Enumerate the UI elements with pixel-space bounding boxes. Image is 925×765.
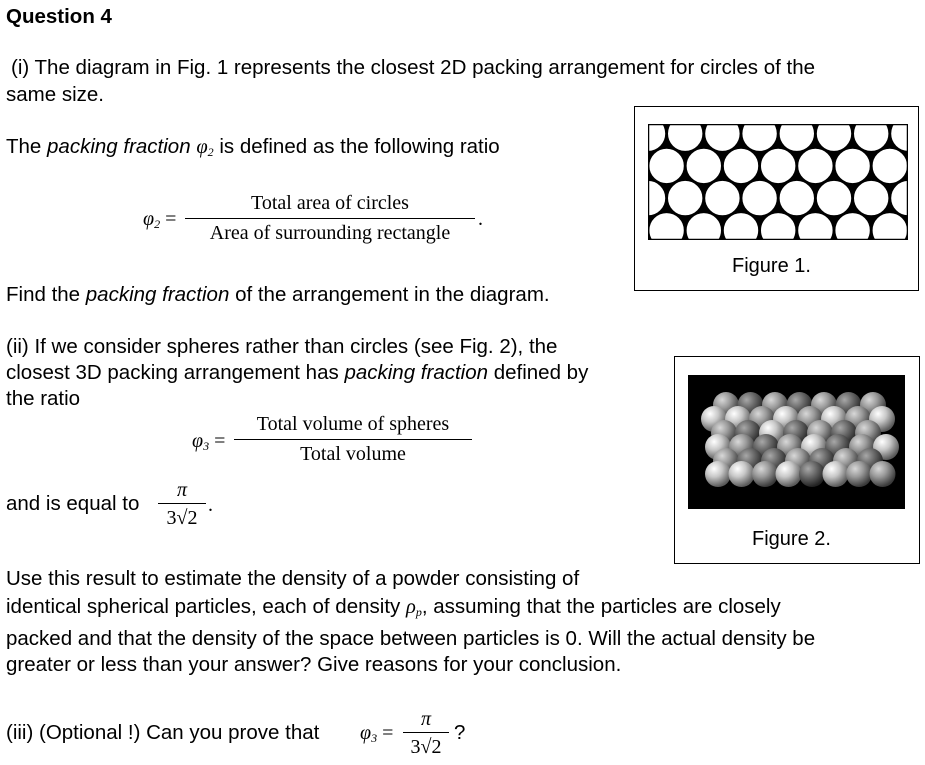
packed-sphere [823,461,849,487]
packed-circle [816,180,852,216]
use-line3: packed and that the density of the space between particles is 0. Will the actual density be [6,627,816,650]
phi3-fraction [234,413,472,466]
part2-line2-pre: closest 3D packing arrangement has [6,361,345,384]
phi2-symbol: $\varphi_2$ [196,136,214,159]
def-post: is defined as the following ratio [213,135,500,158]
packed-sphere [870,461,896,487]
packed-sphere [776,461,802,487]
part3-denominator: 3√2 [403,732,449,759]
use-line2-post: , assuming that the particles are closely [421,595,781,618]
part2-line2-term: packing fraction [344,361,489,384]
packed-circle [798,148,834,184]
use-line1: Use this result to estimate the density of a powder consisting of [6,567,580,590]
find-term: packing fraction [85,283,230,306]
sphere-packing-image [688,375,905,509]
packed-circle [667,180,703,216]
packed-circle [853,180,889,216]
part3-question-mark: ? [454,721,466,744]
packed-sphere [729,461,755,487]
part3-fraction [403,708,449,759]
rho-p-symbol: $\rho_p$ [405,596,422,619]
find-post: of the arrangement in the diagram. [229,283,550,306]
packed-sphere [752,461,778,487]
part2-line2-post: defined by [488,361,589,384]
question-title: Question 4 [6,5,112,28]
circle-packing-diagram [648,124,908,240]
def-term: packing fraction [47,135,191,158]
equal-to-text: and is equal to [6,492,140,515]
packed-circle [686,148,722,184]
phi3-value-fraction [158,479,206,530]
packed-circle [649,148,685,184]
phi3-denominator: Total volume [234,439,472,466]
use-line2 [6,593,781,626]
packed-circle [705,180,741,216]
part2-line2 [6,359,588,386]
part1-line2: same size. [6,83,104,106]
packing-fraction-definition [6,133,500,166]
value-numerator: π [176,479,188,501]
phi2-eq-lhs: $\varphi_2$ = [143,208,177,231]
part3-lhs: $\varphi_3$ = [360,722,394,745]
def-pre: The [6,135,48,158]
figure2-caption: Figure 2. [752,528,831,550]
find-instruction [6,281,550,308]
value-period: . [208,494,213,516]
part3-text: (iii) (Optional !) Can you prove that [6,721,320,744]
packed-sphere [846,461,872,487]
packed-circle [723,148,759,184]
use-line2-pre: identical spherical particles, each of density [6,595,406,618]
phi3-eq-lhs: $\varphi_3$ = [192,430,226,453]
value-denominator: 3√2 [158,503,206,530]
figure1-caption: Figure 1. [732,255,811,277]
packed-circle [835,148,871,184]
packed-sphere [799,461,825,487]
packed-circle [742,180,778,216]
packed-circle [760,148,796,184]
phi3-numerator: Total volume of spheres [256,413,450,435]
phi2-numerator: Total area of circles [251,192,409,214]
phi2-fraction [185,192,475,245]
find-pre: Find the [6,283,86,306]
packed-circle [872,148,908,184]
use-line4: greater or less than your answer? Give reasons for your conclusion. [6,653,622,676]
phi2-denominator: Area of surrounding rectangle [185,218,475,245]
part3-numerator: π [420,708,432,730]
part2-line3: the ratio [6,387,81,410]
part1-line1: (i) The diagram in Fig. 1 represents the closest 2D packing arrangement for circles of the [11,56,816,79]
packed-circle [779,180,815,216]
figure2-box [674,356,920,564]
packed-sphere [705,461,731,487]
part2-line1: (ii) If we consider spheres rather than circles (see Fig. 2), the [6,335,558,358]
phi2-period: . [478,208,483,230]
figure1-box [634,106,919,291]
